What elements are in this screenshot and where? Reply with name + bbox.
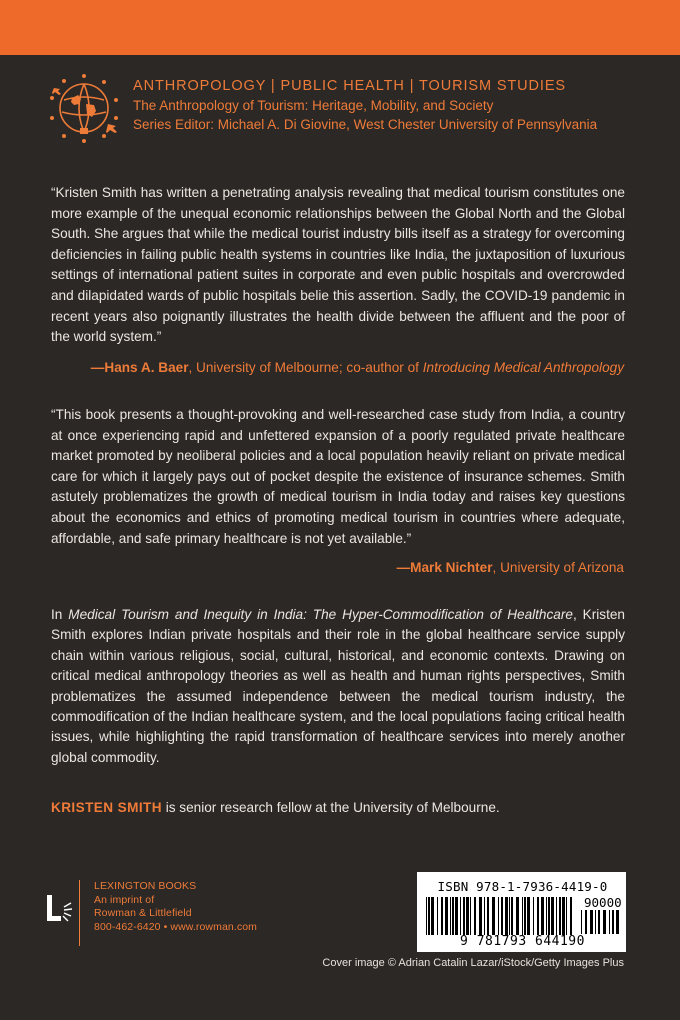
author-name: KRISTEN SMITH [51,800,162,815]
lexington-logo-icon [44,893,74,925]
reviewer-name: Mark Nichter [410,560,493,575]
review-quote-1: “Kristen Smith has written a penetrating analysis revealing that medical tourism constitutes one more example of the unequal economic relationships between the Global North and the Global South. She argues that while the medical tourist industry bills itself as a strategy for overcoming deficiencies in failing public health systems in countries like India, the juxtaposition of luxurious settings of international patient suites in corporate and even public hospitals and overcrowded and dilapidated wards of public hospitals belie this assertion. Sadly, the COVID-19 pandemic in recent years also poignantly illustrates the health divide between the affluent and the poor of the world system.” [51,185,625,345]
series-info [133,76,673,134]
desc-prefix: In [51,607,69,622]
publisher-line: Rowman & Littlefield [94,907,192,919]
book-title: Medical Tourism and Inequity in India: The Hyper-Commodification of Healthcare [68,607,573,622]
review-byline-2 [397,558,624,578]
review-quote-2: “This book presents a thought-provoking and well-researched case study from India, a country at once experiencing rapid and unfettered expansion of a poorly regulated private healthcare market promoted by neoliberal policies and a local population heavily reliant on private medical care for which it largely pays out of pocket despite the existence of insurance schemes. Smith astutely problematizes the growth of medical tourism in India today and raises key questions about the economics and ethics of promoting medical tourism in countries where adequate, affordable, and safe primary healthcare is not yet available.” [51,407,625,546]
publisher-info [94,880,257,934]
byline-dash: — [396,560,411,575]
book-description [51,605,625,768]
series-categories: ANTHROPOLOGY | PUBLIC HEALTH | TOURISM STUDIES [133,78,566,94]
series-title: The Anthropology of Tourism: Heritage, Mobility, and Society [133,98,494,113]
reviewer-affiliation: , University of Melbourne; co-author of [188,360,423,375]
globe-tourism-logo-icon [44,68,124,148]
review-byline-1 [91,358,624,378]
series-editor: Series Editor: Michael A. Di Giovine, West Chester University of Pennsylvania [133,117,598,132]
publisher-divider [79,880,80,946]
reviewer-name: Hans A. Baer [104,360,189,375]
ean-digits: 9 781793 644190 [460,934,585,949]
isbn-barcode [417,872,626,952]
barcode-main-bars [426,897,576,935]
reviewer-book-title: Introducing Medical Anthropology [422,360,624,375]
cover-image-credit: Cover image © Adrian Catalin Lazar/iStock/Getty Images Plus [322,957,624,969]
barcode-price: 90000 [584,895,622,910]
publisher-contact: 800-462-6420 • www.rowman.com [94,920,257,933]
reviewer-affiliation: , University of Arizona [492,560,624,575]
publisher-name: LEXINGTON BOOKS [94,880,197,892]
barcode-addon-bars [581,910,623,934]
author-bio [51,798,500,818]
isbn-text: ISBN 978-1-7936-4419-0 [437,879,608,894]
byline-dash: — [90,360,105,375]
author-bio-text: is senior research fellow at the University of Melbourne. [161,800,500,815]
top-orange-band [0,0,680,55]
publisher-line: An imprint of [94,893,155,906]
desc-body: , Kristen Smith explores Indian private hospitals and their role in the global healthcare service supply chain within various religious, social, cultural, historical, and economic contexts. Drawing on critical medical anthropology theories as well as health and human rights perspectives, Smith problematizes the assumed independence between the medical tourism industry, the commodification of the Indian healthcare system, and the local populations facing critical health issues, while highlighting the rapid transformation of healthcare services into merely another global commodity. [51,607,625,765]
